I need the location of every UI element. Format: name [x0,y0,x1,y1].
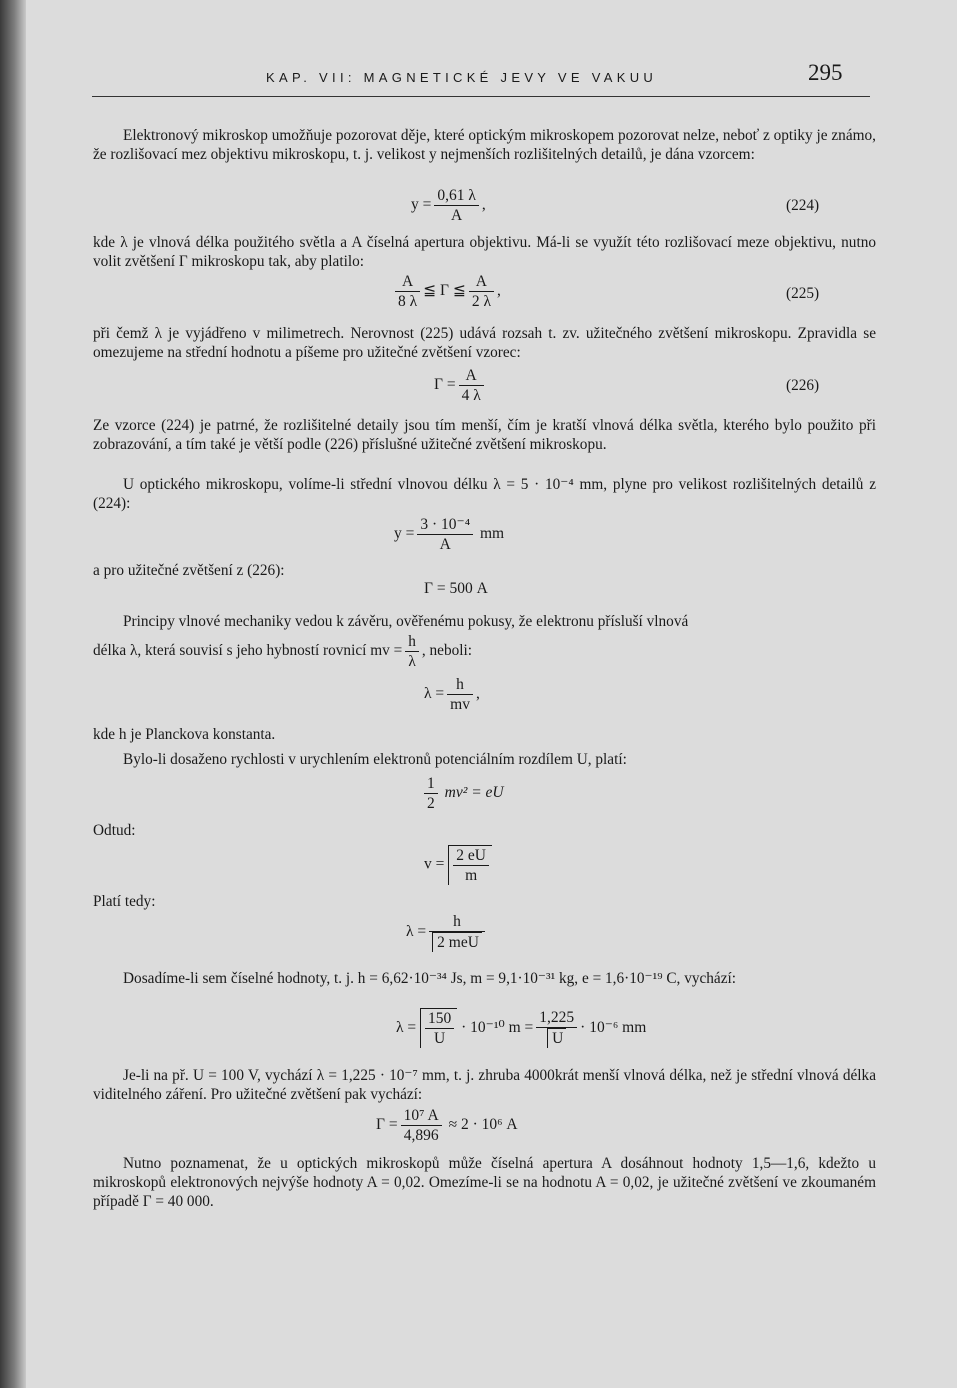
square-root: $\frac{150}{U}$ [420,1008,457,1048]
equation-number-226: (226) [786,377,820,394]
paragraph-5: U optického mikroskopu, volíme-li střední vlnovou délku λ = 5 · 10⁻⁴ mm, plyne pro velikost rozlišitelných detailů z (224): [93,476,876,512]
label-plati-tedy: Platí tedy: [93,893,156,910]
equation-number-225: (225) [786,285,820,302]
equation-224: y = $\frac{0,61 \lambda}{A}$ , [411,187,486,224]
paragraph-4: Ze vzorce (224) je patrné, že rozlišitelné detaily jsou tím menší, čím je kratší vlnová délka světla, kterého bylo použito při zobrazování, a tím také je větší podle (226) příslušné užitečné zvětšení mikroskopu. [93,417,876,453]
book-page [26,0,957,1388]
square-root: 2 meU [432,932,482,952]
paragraph-3: při čemž λ je vyjádřeno v milimetrech. Nerovnost (225) udává rozsah t. zv. užitečného zvětšení mikroskopu. Zpravidla se omezujeme na střední hodnotu a píšeme pro užitečné zvětšení vzorec: [93,325,876,361]
equation-gamma-500: Γ = 500 A [424,580,488,597]
equation-226: Γ = $\frac{A}{4 \lambda}$ [434,366,487,405]
label-planck: kde h je Planckova konstanta. [93,726,276,743]
equation-lambda-h-mv: λ = $\frac{h}{mv}$ , [424,676,480,713]
square-root: U [547,1028,566,1048]
label-usefull-magnification: a pro užitečné zvětšení z (226): [93,562,285,579]
paragraph-9: Je-li na př. U = 100 V, vychází λ = 1,225 · 10⁻⁷ mm, t. j. zhruba 4000krát menší vlnová délka, než je střední vlnová délka viditelného záření. Pro užitečné zvětšení pak vychází: [93,1067,876,1103]
paragraph-10: Nutno poznamenat, že u optických mikroskopů může číselná apertura A dosáhnout hodnoty 1,5—1,6, kdežto u mikroskopů elektronových nejvýše hodnoty A = 0,02. Omezíme-li se na hodnotu A = 0,02, je užitečné zvětšení ve zkoumaném případě Γ = 40 000. [93,1155,876,1210]
square-root: $\frac{2 eU}{m}$ [448,845,492,885]
page-number: 295 [808,60,843,85]
header-rule [92,96,870,97]
equation-number-224: (224) [786,197,820,214]
equation-y: y = $\frac{\text{3 · 10⁻⁴}}{A}$ mm [394,516,505,553]
running-header: KAP. VII: MAGNETICKÉ JEVY VE VAKUU [266,70,658,85]
equation-225: $\frac{A}{8 \lambda}$ ≦ Γ ≦ $\frac{A}{2 \lambda}$ , [392,272,501,311]
equation-energy: $\frac{1}{2}$ mv² = eU [421,774,504,813]
paragraph-6: Principy vlnové mechaniky vedou k závěru, ověřenému pokusy, že elektronu přísluší vlnová [123,613,689,630]
label-odtud: Odtud: [93,822,136,839]
equation-final-gamma: Γ = $\frac{\text{10⁷ A}}{4,896}$ ≈ 2 · 10⁶ A [376,1107,518,1144]
eq-lhs: y = [411,196,432,214]
fraction: $\frac{0,61 \lambda}{A}$ [434,186,479,225]
paragraph-8: Dosadíme-li sem číselné hodnoty, t. j. h = 6,62·10⁻³⁴ Js, m = 9,1·10⁻³¹ kg, e = 1,6·10⁻¹⁹ C, vychází: [123,970,737,987]
paragraph-7: Bylo-li dosaženo rychlosti v urychlením elektronů potenciálním rozdílem U, platí: [123,751,627,768]
equation-numeric-lambda: λ = $\frac{150}{U}$ · 10⁻¹⁰ m = $\frac{1,225}{U}$ · 10⁻⁶ mm [396,1009,647,1048]
paragraph-2: kde λ je vlnová délka použitého světla a A číselná apertura objektivu. Má-li se využít této rozlišovací meze objektivu, nutno volit zvětšení Γ mikroskopu tak, aby platilo: [93,234,876,270]
equation-velocity: v = $\frac{2 eU}{m}$ [424,845,492,885]
paragraph-1: Elektronový mikroskop umožňuje pozorovat děje, které optickým mikroskopem pozorovat nelze, neboť z optiky je známo, že rozlišovací mez objektivu mikroskopu, t. j. velikost y nejmenších rozlišitelných detailů, je dána vzorcem: [93,127,876,163]
book-spine-shadow [0,0,26,1388]
paragraph-6-line-2: délka λ, která souvisí s jeho hybností rovnicí mv = $\frac{h}{\lambda}$ , neboli: [93,633,472,670]
equation-lambda-root: λ = h 2 meU [406,912,488,952]
